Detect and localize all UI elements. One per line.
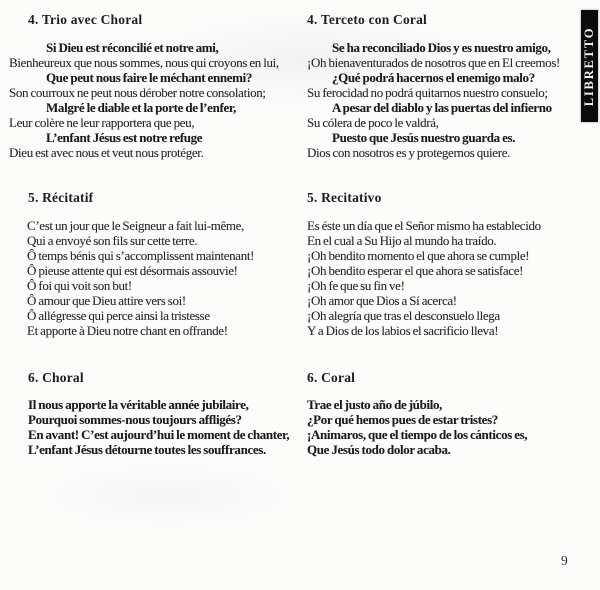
verse-line: ¡Oh fe que su fin ve! [307, 278, 405, 293]
verse-line: Puesto que Jesús nuestro guarda es. [332, 130, 516, 145]
libretto-tab-label: LIBRETTO [582, 26, 597, 106]
verse-line: Bienheureux que nous sommes, nous qui croyons en lui, [9, 55, 279, 70]
verse-recitativo-spanish [307, 218, 541, 338]
verse-line: ¡Oh bendito esperar el que ahora se satisface! [307, 263, 524, 278]
verse-choral-french [28, 397, 289, 457]
verse-line: Et apporte à Dieu notre chant en offrande! [27, 323, 228, 338]
verse-line: Que Jesús todo dolor acaba. [307, 442, 451, 457]
section-heading-choral: 6. Choral [28, 370, 84, 385]
verse-line: Se ha reconciliado Dios y es nuestro amigo, [332, 40, 551, 55]
section-heading-recitatif: 5. Récitatif [28, 190, 94, 205]
verse-line: Ô foi qui voit son but! [27, 278, 132, 293]
verse-line: Que peut nous faire le méchant ennemi? [46, 70, 253, 85]
verse-line: Pourquoi sommes-nous toujours affligés? [28, 412, 242, 427]
verse-line: Y a Dios de los labios el sacrificio lleva! [307, 323, 499, 338]
verse-line: ¡Oh amor que Dios a Sí acerca! [307, 293, 457, 308]
verse-line: L’enfant Jésus est notre refuge [46, 130, 203, 145]
section-heading-coral: 6. Coral [307, 370, 356, 385]
verse-line: ¡Oh bendito momento el que ahora se cumple! [307, 248, 530, 263]
section-heading-terceto-con-coral: 4. Terceto con Coral [307, 12, 427, 27]
verse-line: Ô temps bénis qui s’accomplissent maintenant! [27, 248, 255, 263]
verse-line: ¿Por qué hemos pues de estar tristes? [307, 412, 498, 427]
verse-line: En el cual a Su Hijo al mundo ha traído. [307, 233, 497, 248]
verse-line: L’enfant Jésus détourne toutes les souffrances. [28, 442, 266, 457]
verse-line: ¿Qué podrá hacernos el enemigo malo? [332, 70, 535, 85]
verse-line: ¡Oh alegría que tras el desconsuelo llega [307, 308, 500, 323]
page-number: 9 [561, 553, 568, 568]
verse-line: Si Dieu est réconcilié et notre ami, [46, 40, 219, 55]
verse-line: Dieu est avec nous et veut nous protéger. [9, 145, 204, 160]
verse-line: Trae el justo año de júbilo, [307, 397, 443, 412]
verse-line: Il nous apporte la véritable année jubilaire, [28, 397, 249, 412]
verse-line: ¡Animaros, que el tiempo de los cánticos es, [307, 427, 528, 442]
verse-line: Qui a envoyé son fils sur cette terre. [27, 233, 198, 248]
verse-line: Es éste un día que el Señor mismo ha establecido [307, 218, 541, 233]
libretto-spine-tab [581, 10, 598, 122]
verse-recitatif-french [27, 218, 254, 338]
verse-line: Su ferocidad no podrá quitarnos nuestro consuelo; [307, 85, 548, 100]
section-heading-recitativo: 5. Recitativo [307, 190, 382, 205]
verse-line: Son courroux ne peut nous dérober notre consolation; [9, 85, 266, 100]
verse-line: A pesar del diablo y las puertas del infierno [332, 100, 552, 115]
verse-coral-spanish [307, 397, 527, 457]
verse-line: Dios con nosotros es y protegernos quiere. [307, 145, 511, 160]
verse-trio-french [9, 40, 279, 160]
verse-line: C’est un jour que le Seigneur a fait lui-même, [27, 218, 245, 233]
verse-line: Ô pieuse attente qui est désormais assouvie! [27, 263, 238, 278]
verse-line: Malgré le diable et la porte de l’enfer, [46, 100, 236, 115]
verse-line: Leur colère ne leur rapportera que peu, [9, 115, 195, 130]
verse-line: ¡Oh bienaventurados de nosotros que en El creemos! [307, 55, 561, 70]
verse-terceto-spanish [307, 40, 560, 160]
verse-line: Su cólera de poco le valdrá, [307, 115, 439, 130]
verse-line: En avant! C’est aujourd’hui le moment de chanter, [28, 427, 290, 442]
verse-line: Ô allégresse qui perce ainsi la tristesse [27, 308, 210, 323]
verse-line: Ô amour que Dieu attire vers soi! [27, 293, 186, 308]
section-heading-trio-avec-choral: 4. Trio avec Choral [28, 12, 143, 27]
